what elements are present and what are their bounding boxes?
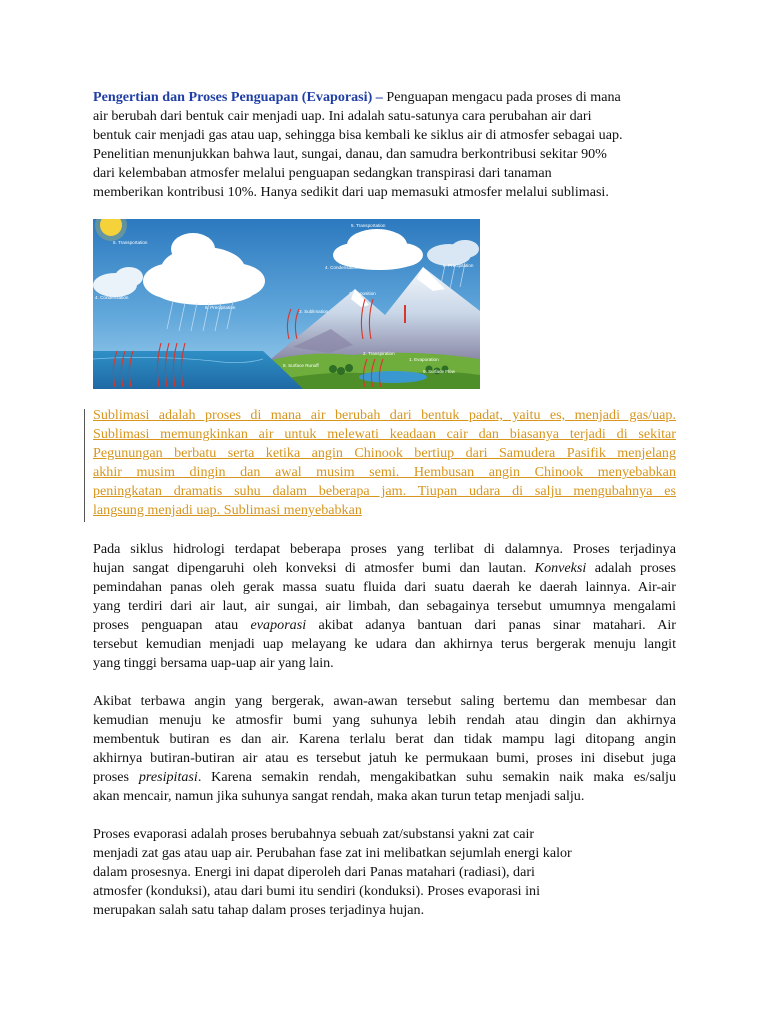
paragraph-line: dalam prosesnya. Energi ini dapat diperoleh dari Panas matahari (radiasi), dari [93,864,535,880]
paragraph-line: proses penguapan atau evaporasi akibat adanya bantuan dari panas sinar matahari. Air [93,617,677,633]
svg-text:4. Condensation: 4. Condensation [95,295,129,300]
intro-line: bentuk cair menjadi gas atau uap, sehingga bisa kembali ke siklus air di atmosfer sebagai uap. [93,127,623,143]
lake [359,371,427,383]
link-line[interactable]: Pegunungan berbatu serta ketika angin Chinook bertiup dari Samudera Pasifik menjelang [93,445,676,461]
italic-term: presipitasi [138,769,198,785]
paragraph-line: akan mencair, namun jika suhunya sangat rendah, maka akan turun tetap menjadi salju. [93,788,585,804]
paragraph-line: yang tinggi bersama uap-uap air yang lain. [93,655,334,671]
svg-text:5. Transportation: 5. Transportation [113,240,148,245]
paragraph-line: membentuk butiran es dan air. Karena terlalu berat dan tidak mampu lagi ditopang angin [93,731,676,747]
sublimation-link-paragraph[interactable] [93,406,676,520]
paragraph-line: merupakan salah satu tahap dalam proses terjadinya hujan. [93,902,425,918]
link-line[interactable]: langsung menjadi uap. Sublimasi menyebabkan [93,502,362,518]
italic-term: evaporasi [250,617,307,633]
svg-text:8. Surface Runoff: 8. Surface Runoff [283,363,319,368]
svg-text:4. Condensation: 4. Condensation [325,265,359,270]
intro-line-1: Pengertian dan Proses Penguapan (Evaporasi) – Penguapan mengacu pada proses di mana [93,89,621,105]
intro-line: Penelitian menunjukkan bahwa laut, sungai, danau, dan samudra berkontribusi sekitar 90% [93,146,607,162]
paragraph-line: Proses evaporasi adalah proses berubahnya sebuah zat/substansi yakni zat cair [93,826,535,842]
paragraph-line: akhirnya butiran-butiran air atau es tersebut jatuh ke permukaan bumi, proses ini disebut juga [93,750,676,766]
paragraph-line: kemudian menuju ke atmosfir bumi yang suhunya lebih rendah atau dingin dan akhirnya [93,712,676,728]
link-line[interactable]: Sublimasi adalah proses di mana air berubah dari bentuk padat, yaitu es, menjadi gas/uap. [93,407,676,423]
precipitation-paragraph [93,692,676,806]
intro-line: memberikan kontribusi 10%. Hanya sedikit dari uap memasuki atmosfer melalui sublimasi. [93,184,609,200]
evaporation-paragraph [93,825,676,920]
svg-text:9. Surface Flow: 9. Surface Flow [423,369,455,374]
paragraph-line: atmosfer (konduksi), atau dari bumi itu sendiri (konduksi). Proses evaporasi ini [93,883,541,899]
link-line[interactable]: akhir musim dingin dan awal musim semi. Hembusan angin Chinook menyebabkan [93,464,676,480]
intro-line: air berubah dari bentuk cair menjadi uap. Ini adalah satu-satunya cara perubahan air dari [93,108,592,124]
paragraph-line: proses presipitasi. Karena semakin rendah, mengakibatkan suhu semakin naik maka es/salju [93,769,676,785]
paragraph-line: tersebut kemudian menjadi uap melayang ke udara dan akhirnya terus bergerak menuju langit [93,636,676,652]
svg-text:6. Precipitation: 6. Precipitation [443,263,474,268]
convection-paragraph [93,540,676,673]
water-cycle-illustration [93,219,480,389]
italic-term: Konveksi [534,560,587,576]
link-line[interactable]: Sublimasi memungkinkan air untuk melewati keadaan cair dan biasanya terjadi di sekitar [93,426,676,442]
svg-text:1. Evaporation: 1. Evaporation [409,357,439,362]
intro-paragraph [93,88,676,202]
intro-line: dari kelembaban atmosfer melalui penguapan sedangkan transpirasi dari tanaman [93,165,552,181]
paragraph-line: hujan sangat dipengaruhi oleh konveksi di atmosfer bumi dan lautan. Konveksi adalah proses [93,560,676,576]
svg-text:2. Transpiration: 2. Transpiration [363,351,395,356]
section-title: Pengertian dan Proses Penguapan (Evaporasi) – [93,89,383,105]
paragraph-line: pemindahan panas oleh gerak massa suatu fluida dari suatu daerah ke daerah lainnya. Air-air [93,579,676,595]
svg-text:5. Transportation: 5. Transportation [351,223,386,228]
quote-bar [84,409,85,522]
paragraph-line: Akibat terbawa angin yang bergerak, awan-awan tersebut saling bertemu dan membesar dan [93,693,676,709]
paragraph-line: Pada siklus hidrologi terdapat beberapa proses yang terlibat di dalamnya. Proses terjadinya [93,541,676,557]
svg-text:3. Sublimation: 3. Sublimation [299,309,329,314]
svg-text:7. Deposition: 7. Deposition [349,291,376,296]
paragraph-line: menjadi zat gas atau uap air. Perubahan fase zat ini melibatkan sejumlah energi kalor [93,845,572,861]
svg-text:6. Precipitation: 6. Precipitation [205,305,236,310]
link-line[interactable]: peningkatan dramatis suhu dalam beberapa jam. Tiupan udara di salju mengubahnya es [93,483,676,499]
paragraph-line: yang terdiri dari air laut, air sungai, air limbah, dan sebagainya tersebut umumnya mengalami [93,598,676,614]
